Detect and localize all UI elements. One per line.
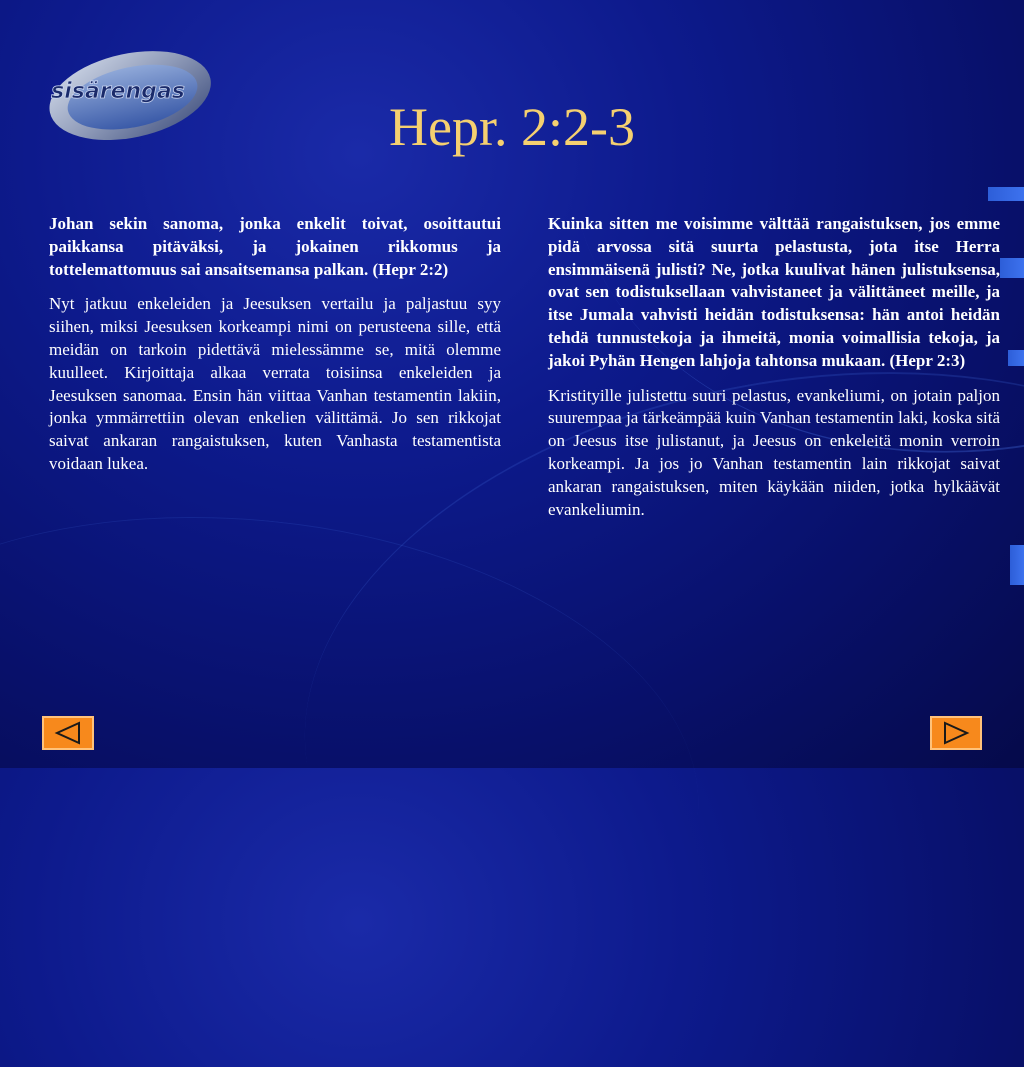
previous-slide-button[interactable] <box>42 716 94 750</box>
commentary-text: Kristityille julistettu suuri pelastus, evankeliumi, on jotain paljon suurempaa ja tärkeämpää kuin Vanhan testamentin laki, koska sitä on Jeesus itse julistanut, ja Jeesus on enkeleitä monin verroin korkeampi. Ja jos jo Vanhan testamentin lain rikkojat saivat ankaran rangaistuksen, miten käykään niiden, jotka hylkäävät evankeliumin. <box>548 385 1000 519</box>
triangle-right-icon <box>941 721 971 745</box>
page-title: Hepr. 2:2-3 <box>389 97 635 157</box>
left-column <box>49 213 501 488</box>
commentary-text: Nyt jatkuu enkeleiden ja Jeesuksen vertailu ja paljastuu syy siihen, miksi Jeesuksen korkeampi nimi on perusteena sille, että meidän on tarkoin pidettävä mielessämme se, mitä olemme kuulleet. Kirjoittaja alkaa verrata toisiinsa enkeleiden ja Jeesuksen sanomaa. Ensin hän viittaa Vanhan testamentin lakiin, jonka ymmärrettiin olevan enkelien välittämä. Jo sen rikkojat saivat ankaran rangaistuksen, kuten Vanhasta testamentista voidaan lukea. <box>49 294 501 473</box>
decorative-bar <box>1008 350 1024 366</box>
svg-text:sisärengas: sisärengas <box>51 79 185 104</box>
verse-text: Kuinka sitten me voisimme välttää rangaistuksen, jos emme pidä arvossa sitä suurta pelastusta, jota itse Herra ensimmäisenä julisti? Ne, jotka kuulivat hänen julistuksensa, ovat sen todistuksellaan vahvistaneet ja välittäneet meille, ja itse Jumala vahvisti heidän todistuksensa: hän antoi heidän tehdä tunnustekoja ja ihmeitä, monia voimallisia tekoja, ja jakoi Pyhän Hengen lahjoja tahtonsa mukaan. (Hepr 2:3) <box>548 214 1000 370</box>
triangle-left-icon <box>53 721 83 745</box>
right-column <box>548 213 1000 533</box>
decorative-bar <box>1000 258 1024 278</box>
verse-text: Johan sekin sanoma, jonka enkelit toivat, osoittautui paikkansa pitäväksi, ja jokainen rikkomus ja tottelemattomuus sai ansaitsemansa palkan. (Hepr 2:2) <box>49 214 501 279</box>
decorative-bar <box>988 187 1024 201</box>
background-swoosh <box>0 474 724 1066</box>
next-slide-button[interactable] <box>930 716 982 750</box>
decorative-bar <box>1010 545 1024 585</box>
